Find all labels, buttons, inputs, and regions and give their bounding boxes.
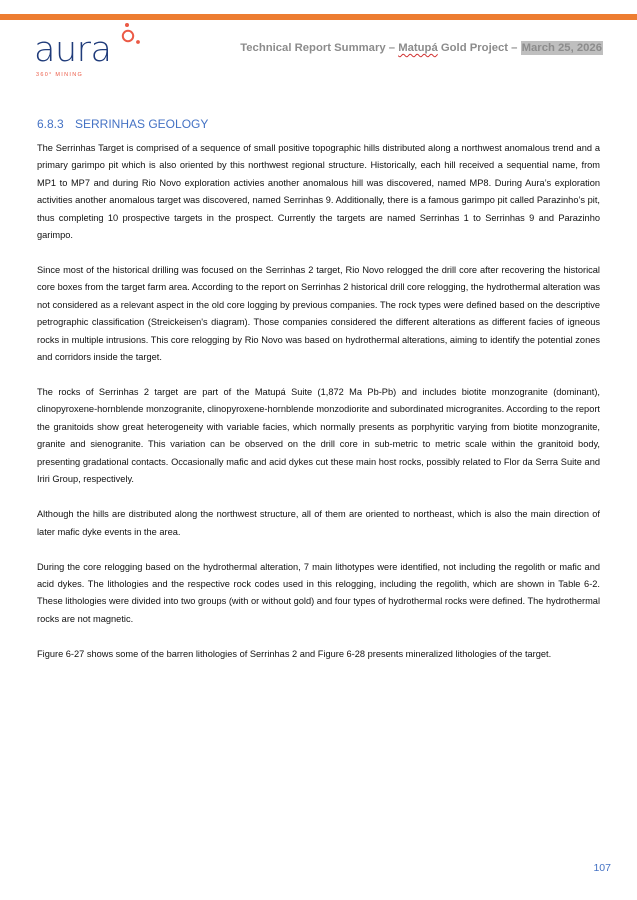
logo-wordmark: aura [34, 30, 112, 70]
header-project-name: Matupá [398, 42, 438, 54]
header-title-middle: Gold Project – [437, 42, 521, 54]
section-heading [37, 117, 208, 131]
section-number: 6.8.3 [37, 117, 64, 131]
body-content [37, 140, 600, 681]
paragraph: Since most of the historical drilling was focused on the Serrinhas 2 target, Rio Novo relogged the drill core after recovering the historical core boxes from the target farm area. According to the report on Serrinhas 2 historical drill core relogging, the hydrothermal alteration was not considered as a relevant aspect in the old core logging by previous companies. The rock types were defined based on the descriptive petrographic classification (Streickeisen's diagram). Those companies considered the different alterations as different facies of igneous rocks in multiple intrusions. This core relogging by Rio Novo was based on hydrothermal alterations, aiming to identify the potential zones and corridors inside the target. [37, 265, 600, 363]
aura-logo [34, 22, 154, 82]
paragraph: The rocks of Serrinhas 2 target are part of the Matupá Suite (1,872 Ma Pb-Pb) and includes biotite monzogranite (dominant), clinopyroxene-hornblende monzogranite, clinopyroxene-hornblende monzodiorite and subordinated microgranites. According to the report the granitoids show great heterogeneity with variable facies, which normally presents as porphyritic varying from biotite monzogranite, granite and sienogranite. This variation can be observed on the drill core in sub-metric to metric scale within the granitoid body, presenting gradational contacts. Occasionally mafic and acid dykes cut these main host rocks, possibly related to Flor da Serra Suite and Iriri Group, respectively. [37, 387, 600, 485]
logo-tagline: 360° MINING [36, 72, 84, 78]
paragraph: Although the hills are distributed along the northwest structure, all of them are oriented to northeast, which is also the main direction of later mafic dyke events in the area. [37, 509, 600, 537]
header-title-prefix: Technical Report Summary – [240, 42, 399, 54]
paragraph: The Serrinhas Target is comprised of a sequence of small positive topographic hills distributed along a northwest anomalous trend and a primary garimpo pit which is also oriented by this northwest regional structure. Historically, each hill received a sequential name, from MP1 to MP7 and during Rio Novo exploration activies another anomalous hill was discovered, named MP8. During Aura’s exploration activities another anomalous target was discovered, named Serrinhas 9. Additionally, there is a famous garimpo pit called Parazinho’s pit, thus completing 10 prospective targets in the prospect. Currently the targets are named Serrinhas 1 to Serrinhas 9 and Parazinho garimpo. [37, 143, 600, 241]
paragraph: Figure 6-27 shows some of the barren lithologies of Serrinhas 2 and Figure 6-28 presents mineralized lithologies of the target. [37, 648, 552, 659]
page-number: 107 [593, 862, 611, 874]
document-header-title [240, 42, 603, 54]
header-date: March 25, 2026 [521, 42, 602, 54]
header-accent-bar [0, 14, 637, 20]
logo-circle-dots-icon [119, 22, 143, 46]
paragraph: During the core relogging based on the hydrothermal alteration, 7 main lithotypes were identified, not including the regolith or mafic and acid dykes. The lithologies and the respective rock codes used in this relogging, including the regolith, which are shown in Table 6-2. These lithologies were divided into two groups (with or without gold) and four types of hydrothermal rocks were defined. The hydrothermal rocks are not magnetic. [37, 561, 600, 624]
section-title: SERRINHAS GEOLOGY [75, 117, 209, 131]
